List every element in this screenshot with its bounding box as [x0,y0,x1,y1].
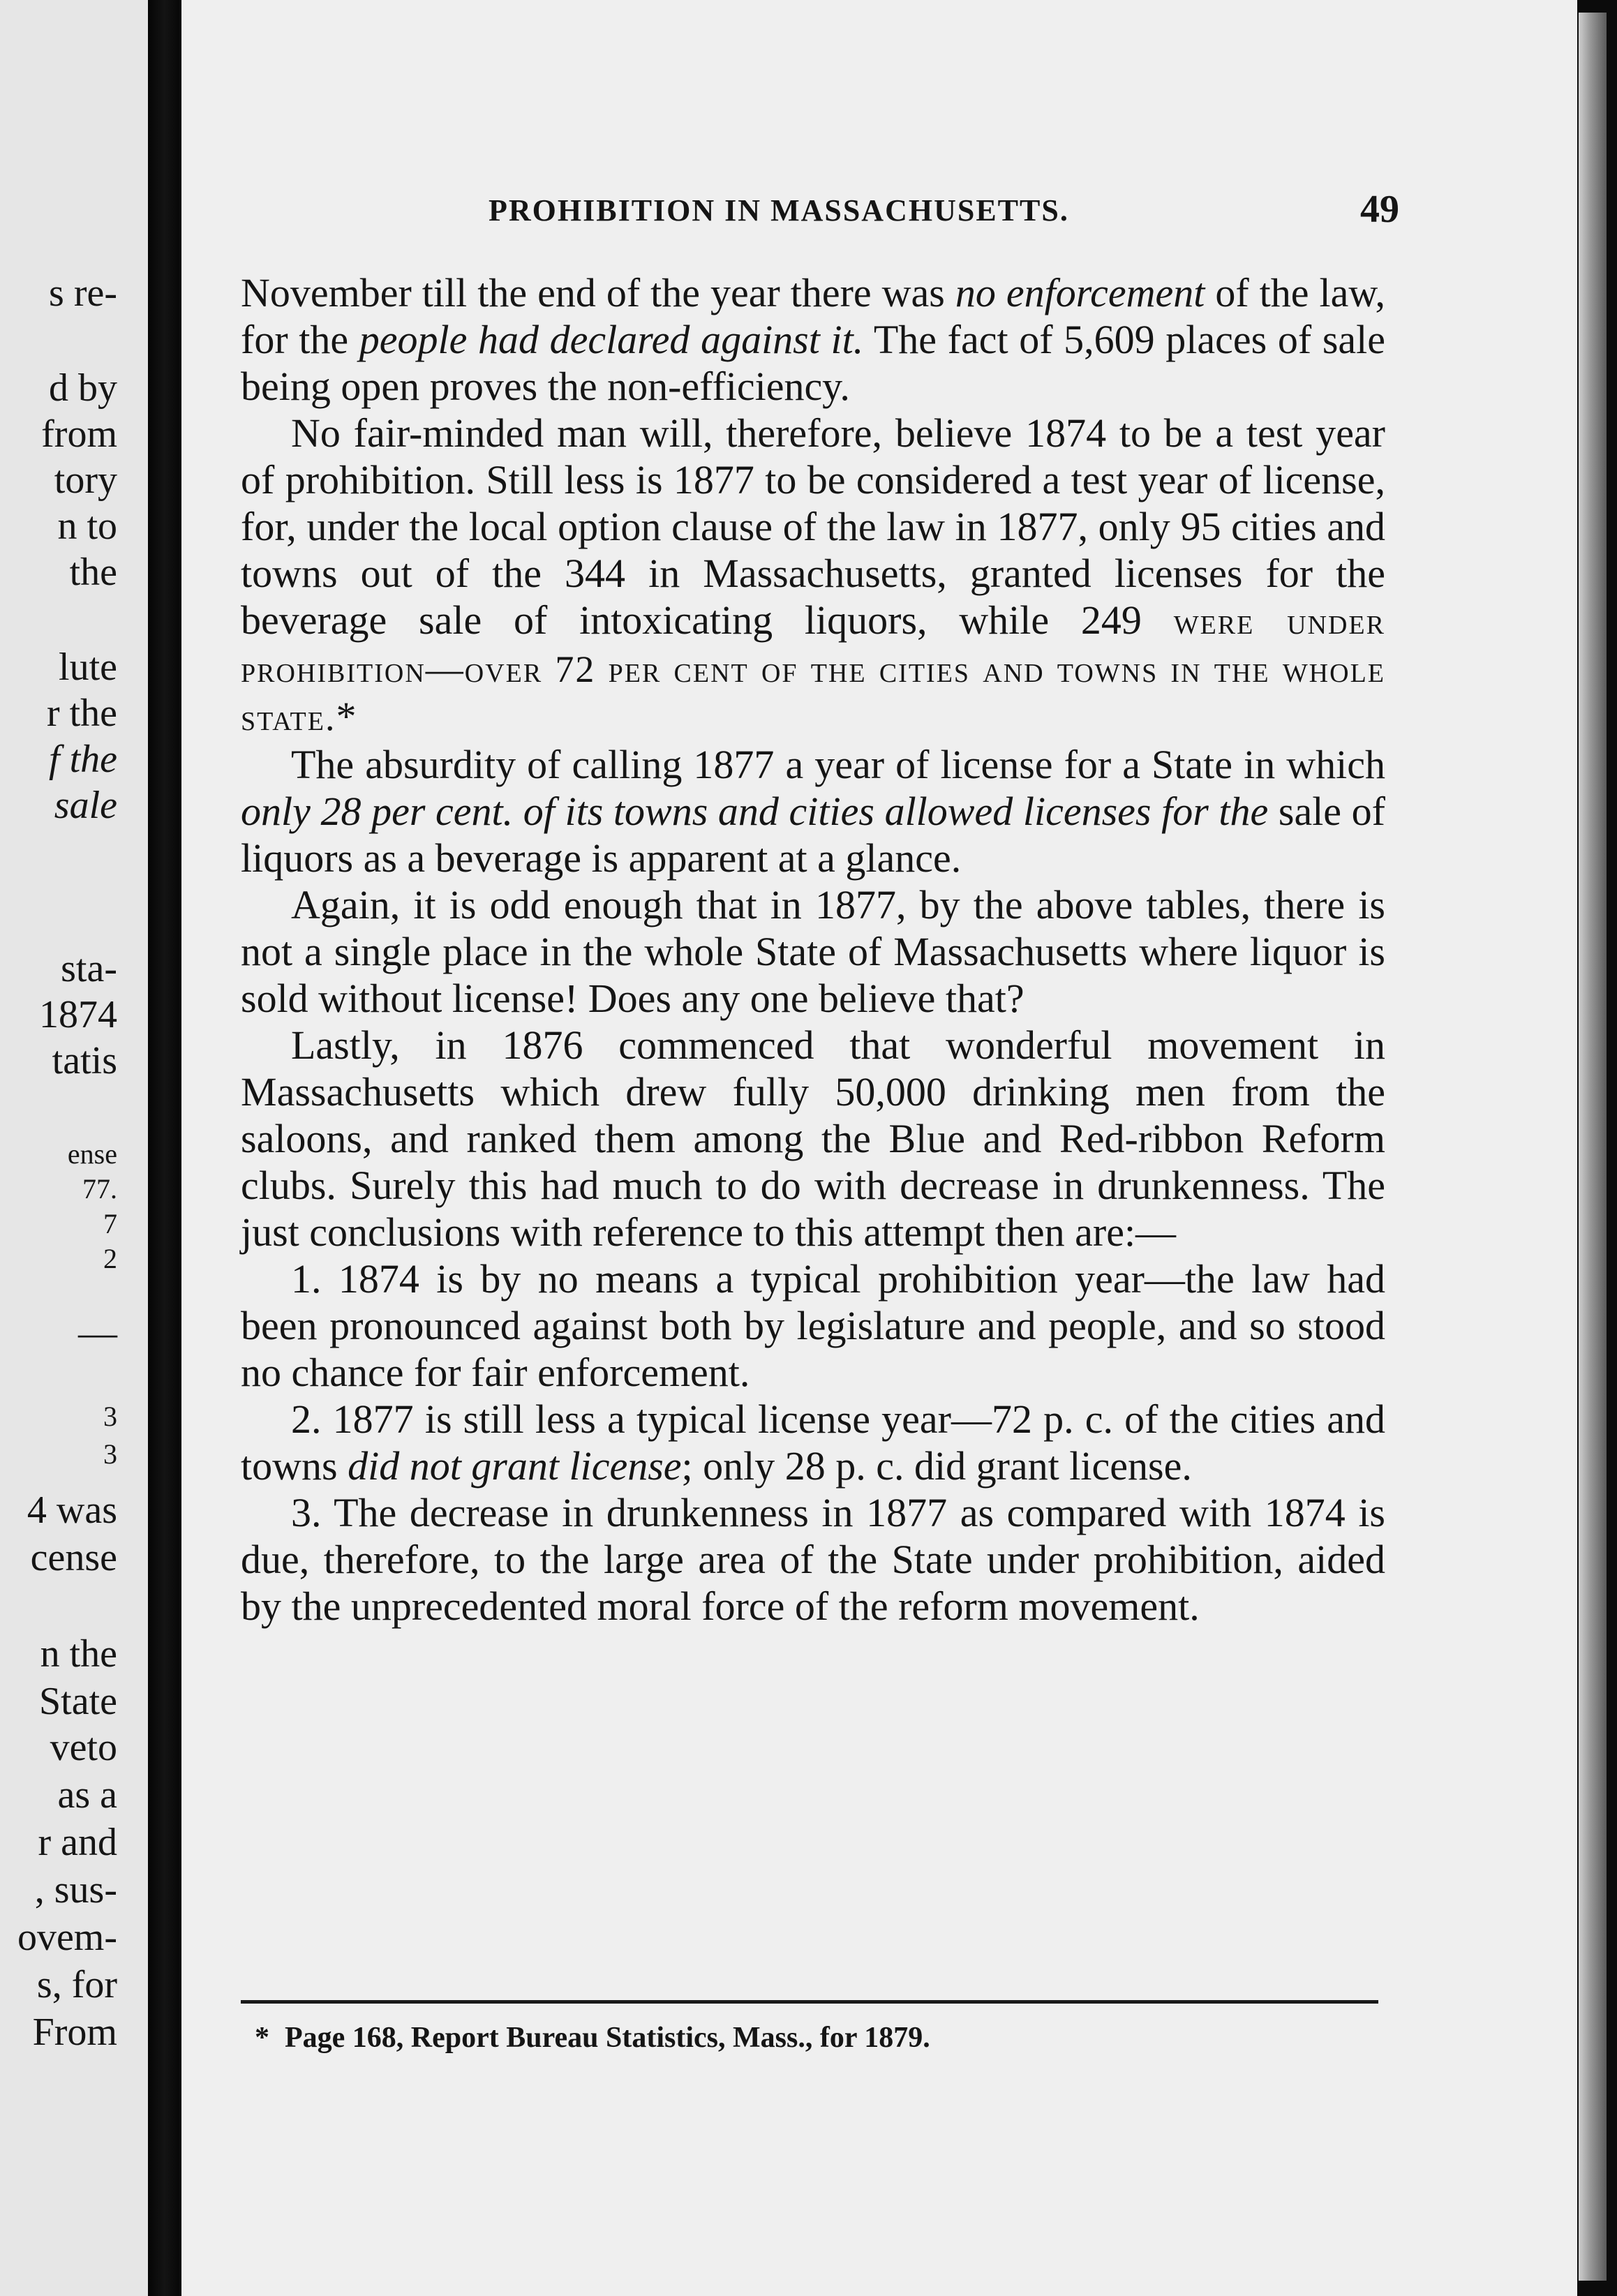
left-fragment: from [41,412,117,456]
text-run: sale of liquors as a beverage is apparent at a glance. [241,789,1385,881]
text-run: The fact of 5,609 places of sale being open proves the non-efficiency. [241,317,1385,409]
footnote-mark: * [255,2022,269,2054]
paragraph-3 [241,741,1385,881]
left-fragment: as a [57,1773,117,1817]
left-fragment: State [39,1680,117,1723]
text-run: November till the end of the year there was [241,270,955,315]
left-fragment: sale [54,784,117,827]
left-fragment: veto [50,1726,117,1769]
emphasis: people had declared against it. [359,317,864,362]
running-title: PROHIBITION IN MASSACHUSETTS. [489,193,1069,228]
text-run: The absurdity of calling 1877 a year of license for a State in which [291,742,1385,787]
running-head [307,187,1399,237]
left-fragment: s re- [49,271,117,315]
left-fragment: From [32,2011,117,2054]
left-fragment: tory [54,459,117,502]
emphasis: did not grant license [348,1443,682,1489]
small-caps-run: were under prohibition—over 72 per cent of the cities and towns in the whole state. [241,600,1385,738]
left-fragment: tatis [52,1039,117,1082]
footnote-rule [241,2000,1378,2004]
left-fragment: 2 [103,1243,117,1274]
emphasis: no enforcement [955,270,1205,315]
left-fragment: 1874 [39,993,117,1036]
left-fragment: 3 [103,1438,117,1470]
left-fragment: n to [57,505,117,548]
left-fragment: , sus- [34,1868,117,1911]
page-edge [1579,13,1607,2281]
left-fragment: r the [46,692,117,735]
text-run: 2. 1877 is still less a typical license year—72 p. c. of the cities and towns [241,1396,1385,1489]
previous-page-fragment [0,0,148,2296]
left-fragment: 77. [82,1173,117,1205]
book-gutter [148,0,181,2296]
footnote-text: Page 168, Report Bureau Statistics, Mass., for 1879. [285,2022,930,2054]
text-run: ; only 28 p. c. did grant license. [681,1443,1192,1489]
left-fragment: ovem- [17,1916,117,1959]
left-fragment: s, for [36,1963,117,2006]
conclusion-item-2 [241,1396,1385,1489]
left-fragment: f the [49,738,117,781]
left-fragment: sta- [61,947,117,990]
left-fragment: the [69,551,117,594]
conclusion-item-3: 3. The decrease in drunkenness in 1877 as compared with 1874 is due, therefore, to the large area of the State under prohibition, aided by the unprecedented moral force of the reform movement. [241,1490,1385,1629]
left-fragment: lute [59,646,117,689]
page-number: 49 [1360,188,1399,231]
body-text [241,269,1385,1630]
left-fragment: — [78,1311,117,1355]
left-fragment: 3 [103,1401,117,1432]
paragraph-1 [241,269,1385,410]
footnote-reference: * [336,694,357,739]
emphasis: only 28 per cent. of its towns and cities allowed licenses for the [241,789,1269,834]
paragraph-4: Again, it is odd enough that in 1877, by the above tables, there is not a single place in the whole State of Massachusetts where liquor is sold without license! Does any one believe that? [241,882,1385,1021]
left-fragment: d by [49,366,117,410]
left-fragment: 4 was [27,1489,117,1532]
paragraph-2 [241,410,1385,741]
left-fragment: r and [38,1821,117,1864]
left-fragment: n the [40,1632,117,1676]
paragraph-5: Lastly, in 1876 commenced that wonderful movement in Massachusetts which drew fully 50,000 drinking men from the saloons, and ranked them among the Blue and Red-ribbon Reform clubs. Surely this had much to do with decrease in drunkenness. The just conclusions with reference to this attempt then are:— [241,1022,1385,1255]
conclusion-item-1: 1. 1874 is by no means a typical prohibition year—the law had been pronounced against both by legislature and people, and so stood no chance for fair enforcement. [241,1256,1385,1395]
footnote [255,2021,1371,2055]
left-fragment: 7 [103,1208,117,1239]
left-fragment: cense [30,1536,117,1579]
left-fragment: ense [67,1138,117,1170]
text-run: of the law, for the [241,270,1385,362]
text-run: No fair-minded man will, therefore, believe 1874 to be a test year of prohibition. Still less is 1877 to be considered a test year of license, for, under the local option clause of the law in 1877, only 95 cities and towns out of the 344 in Massachusetts, granted licenses for the beverage sale of intoxicating liquors, while 249 [241,410,1385,643]
